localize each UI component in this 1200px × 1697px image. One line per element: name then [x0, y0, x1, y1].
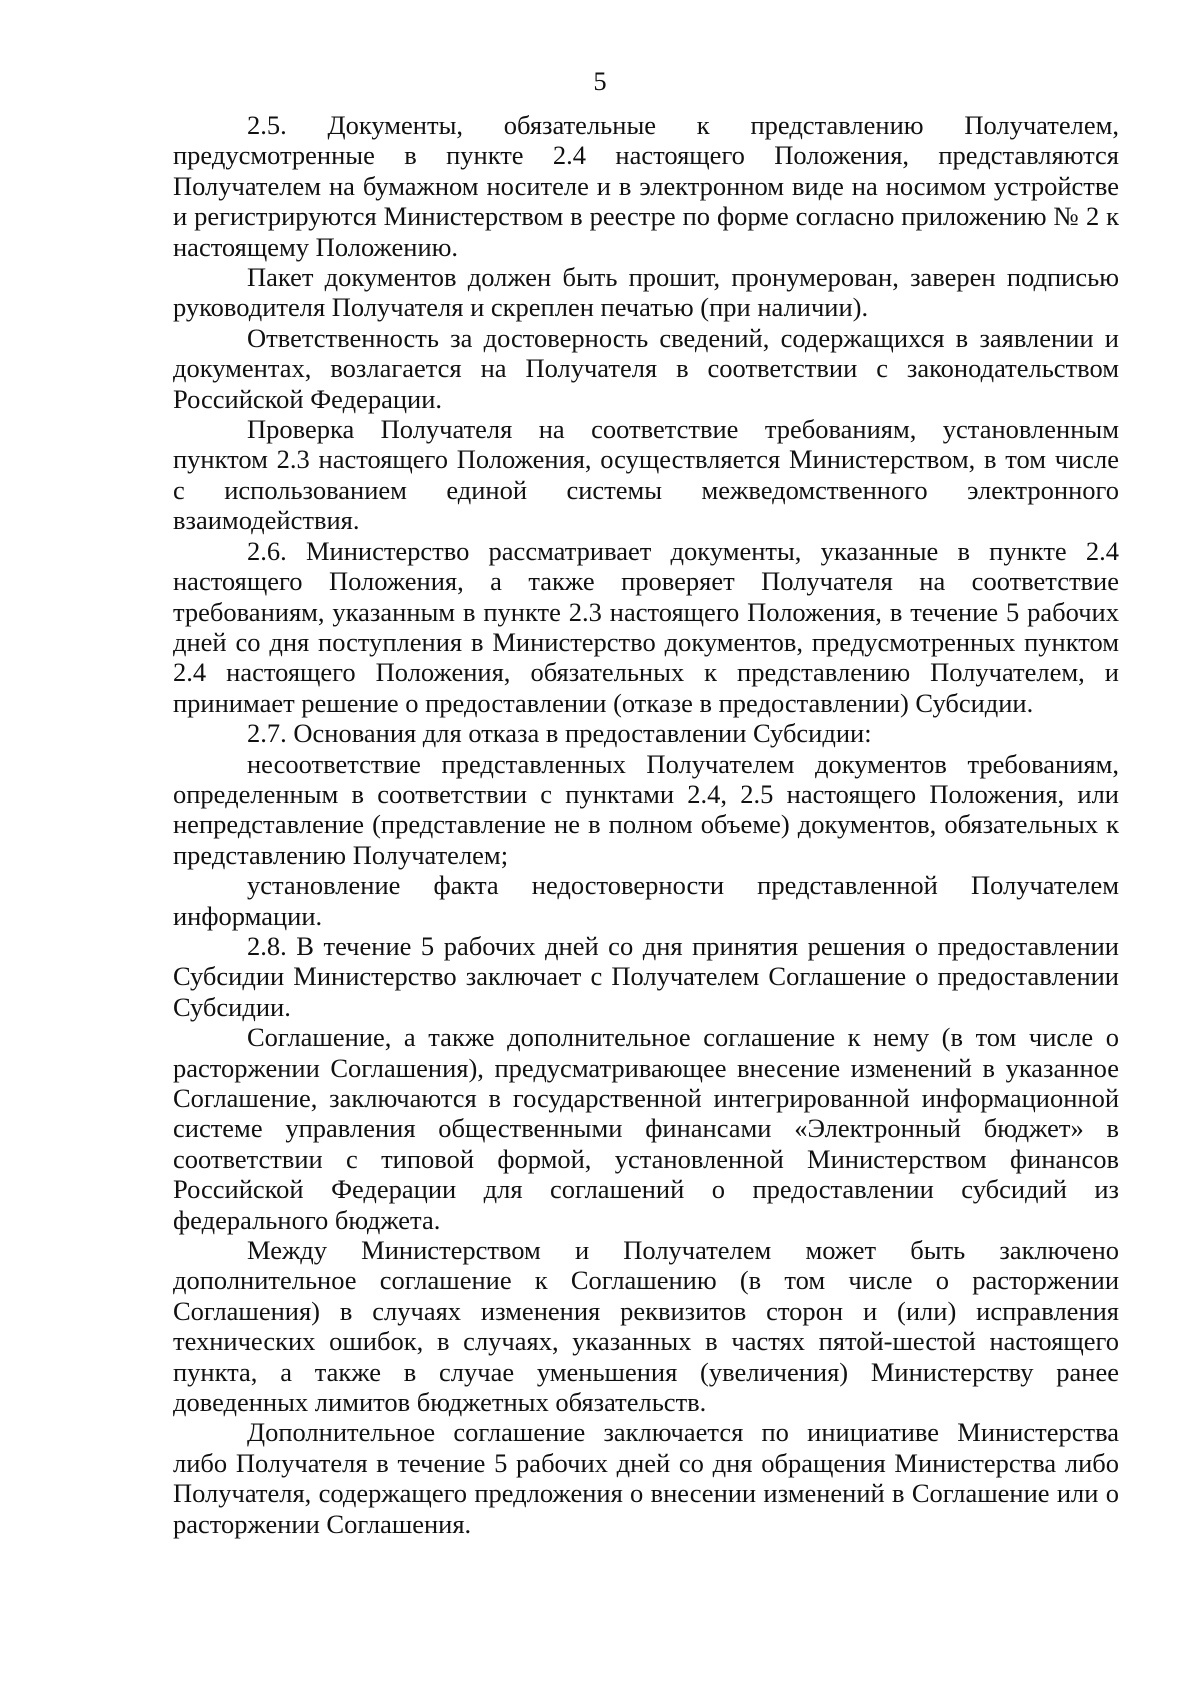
- paragraph-additional-agreement: Между Министерством и Получателем может быть заключено дополнительное соглашение к Соглашению (в том числе о расторжении Соглашения) в случаях изменения реквизитов сторон и (или) исправления технических ошибок, в случаях, указанных в частях пятой-шестой настоящего пункта, а также в случае уменьшения (увеличения) Министерству ранее доведенных лимитов бюджетных обязательств.: [173, 1235, 1119, 1418]
- paragraph-agreement: Соглашение, а также дополнительное соглашение к нему (в том числе о расторжении Соглашения), предусматривающее внесение изменений в указанное Соглашение, заключаются в государственной интегрированной информационной системе управления общественными финансами «Электронный бюджет» в соответствии с типовой формой, установленной Министерством финансов Российской Федерации для соглашений о предоставлении субсидий из федерального бюджета.: [173, 1022, 1119, 1235]
- paragraph-refusal-ground-1: несоответствие представленных Получателем документов требованиям, определенным в соответствии с пунктами 2.4, 2.5 настоящего Положения, или непредставление (представление не в полном объеме) документов, обязательных к представлению Получателем;: [173, 748, 1119, 870]
- paragraph-2-5: 2.5. Документы, обязательные к представлению Получателем, предусмотренные в пункте 2.4 настоящего Положения, представляются Получателем на бумажном носителе и в электронном виде на носимом устройстве и регистрируются Министерством в реестре по форме согласно приложению № 2 к настоящему Положению.: [173, 110, 1119, 262]
- paragraph-package: Пакет документов должен быть прошит, пронумерован, заверен подписью руководителя Получателя и скреплен печатью (при наличии).: [173, 262, 1119, 323]
- paragraph-2-8: 2.8. В течение 5 рабочих дней со дня принятия решения о предоставлении Субсидии Министерство заключает с Получателем Соглашение о предоставлении Субсидии.: [173, 930, 1119, 1022]
- document-body: [173, 110, 1119, 1539]
- paragraph-2-7: 2.7. Основания для отказа в предоставлении Субсидии:: [247, 718, 872, 749]
- paragraph-refusal-ground-2: установление факта недостоверности представленной Получателем информации.: [173, 870, 1119, 931]
- paragraph-additional-agreement-initiative: Дополнительное соглашение заключается по инициативе Министерства либо Получателя в течение 5 рабочих дней со дня обращения Министерства либо Получателя, содержащего предложения о внесении изменений в Соглашение или о расторжении Соглашения.: [173, 1417, 1119, 1539]
- paragraph-responsibility: Ответственность за достоверность сведений, содержащихся в заявлении и документах, возлагается на Получателя в соответствии с законодательством Российской Федерации.: [173, 322, 1119, 414]
- paragraph-2-6: 2.6. Министерство рассматривает документы, указанные в пункте 2.4 настоящего Положения, а также проверяет Получателя на соответствие требованиям, указанным в пункте 2.3 настоящего Положения, в течение 5 рабочих дней со дня поступления в Министерство документов, предусмотренных пунктом 2.4 настоящего Положения, обязательных к представлению Получателем, и принимает решение о предоставлении (отказе в предоставлении) Субсидии.: [173, 535, 1119, 718]
- page-number: 5: [593, 66, 607, 96]
- paragraph-verification: Проверка Получателя на соответствие требованиям, установленным пунктом 2.3 настоящего Положения, осуществляется Министерством, в том числе с использованием единой системы межведомственного электронного взаимодействия.: [173, 414, 1119, 536]
